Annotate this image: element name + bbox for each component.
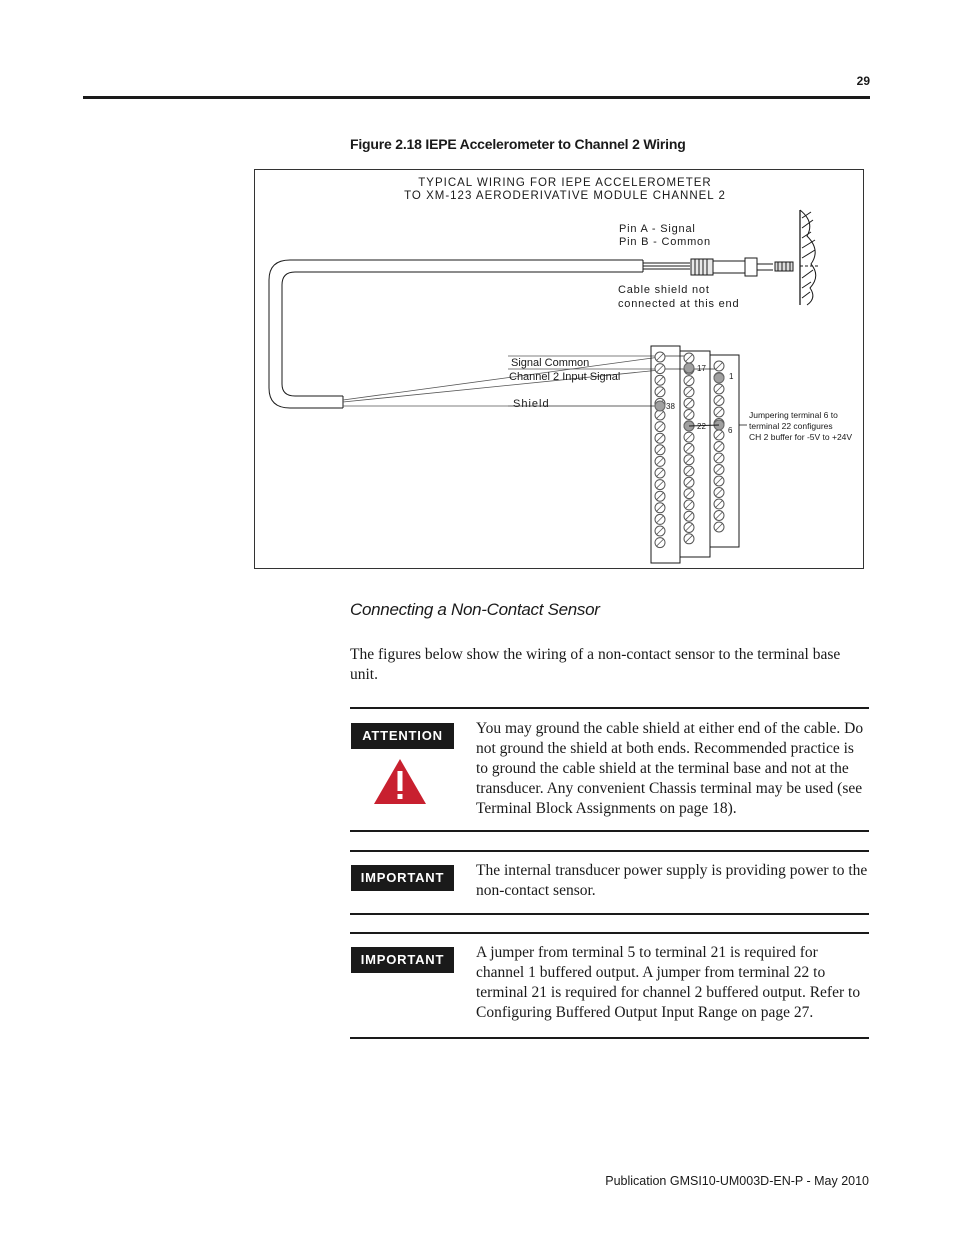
publication-footer: Publication GMSI10-UM003D-EN-P - May 2010: [605, 1174, 869, 1188]
terminal-17-label: 17: [697, 364, 706, 373]
cable: [269, 260, 643, 408]
important-jumper-text: A jumper from terminal 5 to terminal 21 is required for channel 1 buffered output. A jumper from terminal 22 to terminal 21 is required for channel 2 buffered output. Refer to Configuring Buffered Output Input Range on page 27.: [476, 944, 861, 1021]
terminal-22-label: 22: [697, 422, 706, 431]
terminal-6-label: 6: [728, 426, 733, 435]
shield-note-line1: Cable shield not: [618, 284, 710, 296]
shield-note-line2: connected at this end: [618, 298, 740, 310]
header-rule: [83, 96, 870, 99]
section-body: The figures below show the wiring of a non-contact sensor to the terminal base unit.: [350, 646, 841, 683]
important-label: IMPORTANT: [351, 865, 454, 891]
channel-input-label: Channel 2 Input Signal: [509, 371, 621, 383]
important-label: IMPORTANT: [351, 947, 454, 973]
shield-label: Shield: [513, 398, 550, 410]
terminal-column-2: [680, 351, 710, 557]
attention-label: ATTENTION: [351, 723, 454, 749]
attention-text: You may ground the cable shield at either end of the cable. Do not ground the shield at both ends. Recommended practice is to ground the cable shield at the terminal base and not at the transducer. Any convenient Chassis terminal may be used (see Terminal Block Assignments on page 18).: [476, 720, 864, 817]
terminal-column-3: [651, 346, 680, 563]
pin-a-label: Pin A - Signal: [619, 223, 696, 235]
page-number: 29: [856, 74, 870, 88]
cable-connector-end: [643, 258, 773, 276]
terminal-column-1: [710, 355, 739, 547]
pin-b-label: Pin B - Common: [619, 236, 711, 248]
figure-caption: Figure 2.18 IEPE Accelerometer to Channel 2 Wiring: [350, 136, 686, 152]
terminal-1-label: 1: [729, 372, 734, 381]
terminal-17: [684, 363, 694, 373]
jumper-note-line2: terminal 22 configures: [749, 421, 833, 431]
terminal-1: [714, 373, 724, 383]
warning-triangle-icon: [372, 757, 428, 807]
signal-common-label: Signal Common: [511, 357, 590, 369]
section-heading: Connecting a Non-Contact Sensor: [350, 600, 600, 619]
important-notice-power: [350, 850, 869, 915]
wiring-diagram-svg: [255, 170, 865, 570]
terminal-38-label: 38: [666, 402, 675, 411]
jumper-note-line3: CH 2 buffer for -5V to +24V: [749, 432, 853, 442]
accelerometer-mount: [775, 210, 820, 305]
jumper-note-line1: Jumpering terminal 6 to: [749, 410, 838, 420]
diagram-title-line1: TYPICAL WIRING FOR IEPE ACCELEROMETER: [418, 177, 712, 189]
wiring-diagram: [254, 169, 864, 569]
diagram-title-line2: TO XM-123 AERODERIVATIVE MODULE CHANNEL 2: [404, 190, 726, 202]
terminal-38: [655, 401, 665, 411]
attention-notice: [350, 707, 869, 832]
important-notice-jumper: [350, 932, 869, 1039]
important-power-text: The internal transducer power supply is providing power to the non-contact sensor.: [476, 862, 868, 899]
